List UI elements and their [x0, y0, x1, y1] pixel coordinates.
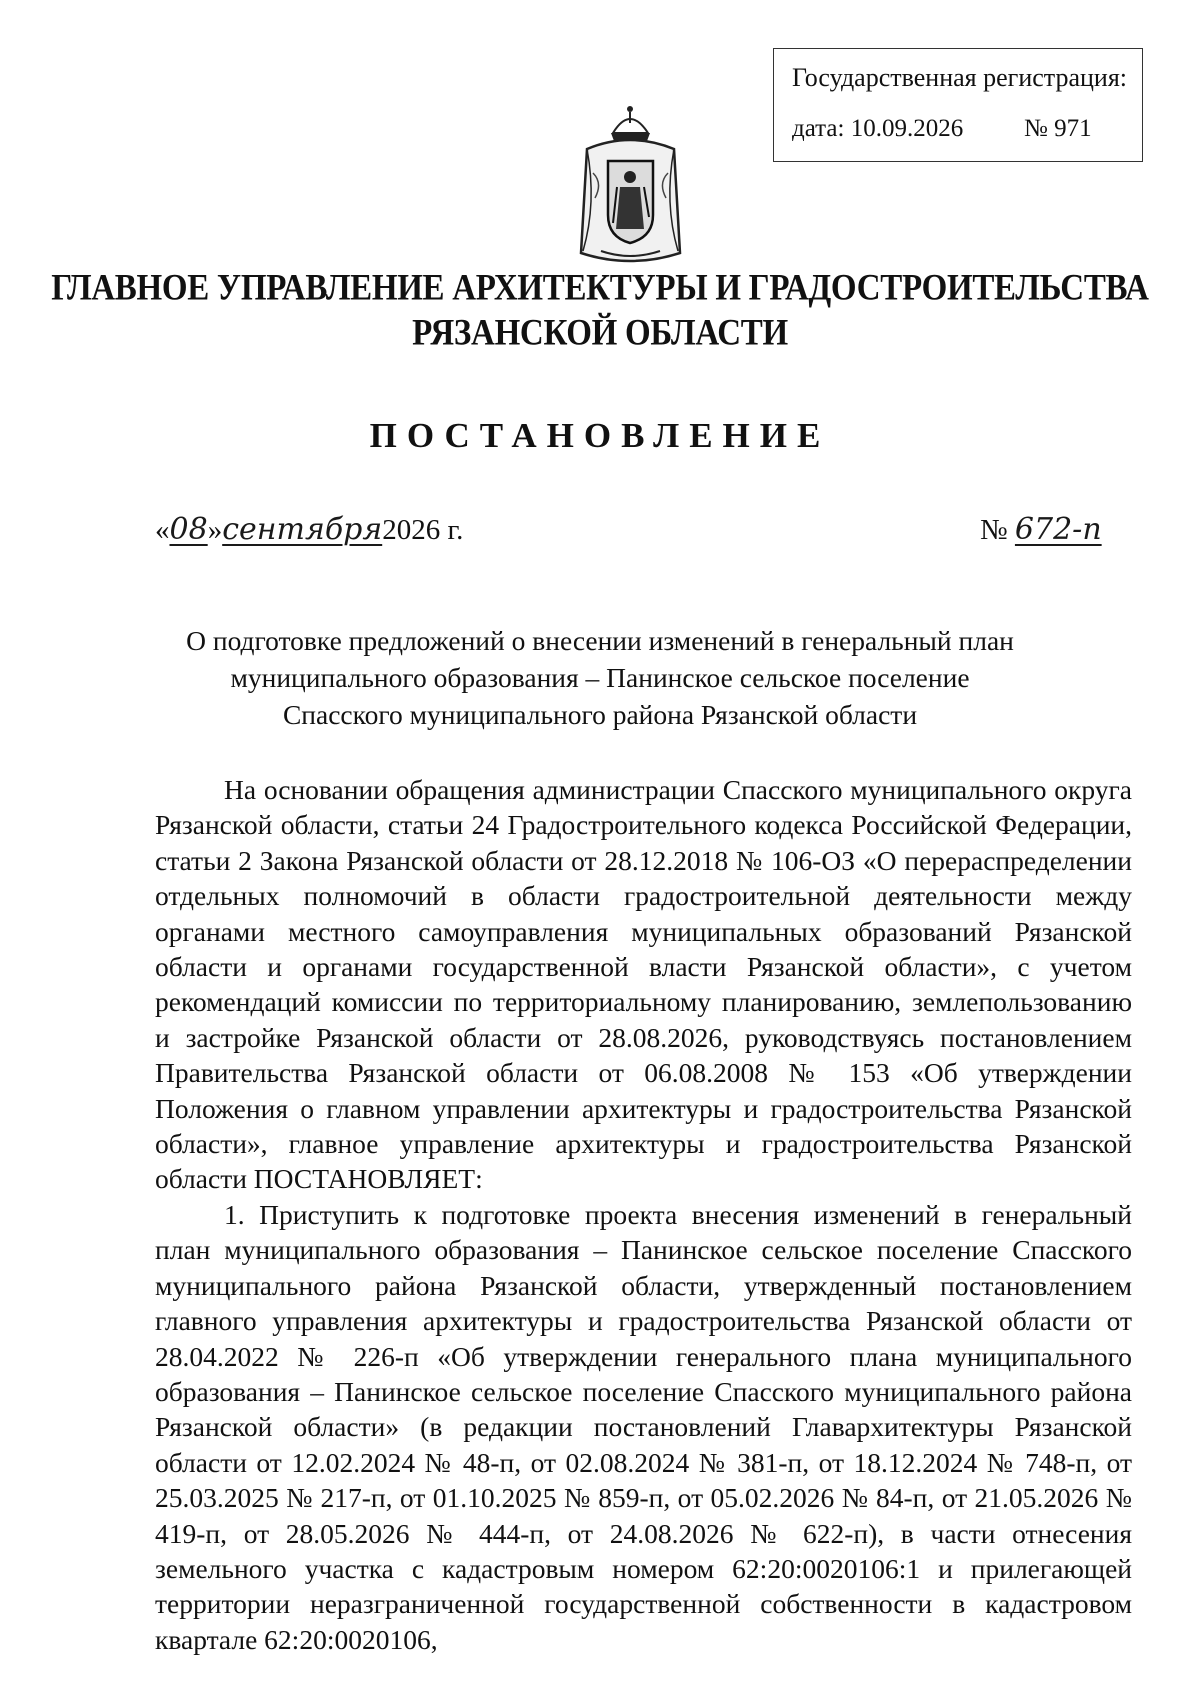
registration-date: дата: 10.09.2026 — [792, 115, 964, 142]
registration-number: № 971 — [1024, 115, 1092, 142]
document-body — [155, 772, 1132, 1657]
number-value: 672-п — [1014, 512, 1102, 547]
date-close-quote: » — [207, 514, 223, 546]
body-paragraph-item-1: 1. Приступить к подготовке проекта внесения изменений в генеральный план муниципального образования – Панинское сельское поселение Спасского муниципального района Рязанской области, утвержденный постановлением главного управления архитектуры и градостроительства Рязанской области от 28.04.2022 № 226-п «Об утверждении генерального плана муниципального образования – Панинское сельское поселение Спасского муниципального района Рязанской области» (в редакции постановлений Главархитектуры Рязанской области от 12.02.2024 № 48-п, от 02.08.2024 № 381-п, от 18.12.2024 № 748-п, от 25.03.2025 № 217-п, от 01.10.2025 № 859-п, от 05.02.2026 № 84-п, от 21.05.2026 № 419-п, от 28.05.2026 № 444-п, от 24.08.2026 № 622-п), в части отнесения земельного участка с кадастровым номером 62:20:0020106:1 и прилегающей территории неразграниченной государственной собственности в кадастровом квартале 62:20:0020106, — [155, 1198, 1132, 1655]
document-date — [155, 512, 463, 547]
subject-line2: муниципального образования – Панинское сельское поселение — [230, 662, 970, 693]
registration-title: Государственная регистрация: — [792, 63, 1128, 92]
date-open-quote: « — [155, 514, 170, 546]
document-number — [980, 512, 1102, 547]
agency-name — [0, 266, 1200, 356]
date-year: 2026 г. — [382, 514, 464, 546]
number-prefix: № — [980, 514, 1008, 546]
agency-name-line2: РЯЗАНСКОЙ ОБЛАСТИ — [412, 313, 788, 354]
subject-line3: Спасского муниципального района Рязанской области — [282, 699, 918, 730]
coat-of-arms-icon — [573, 103, 688, 271]
registration-stamp — [773, 48, 1143, 162]
body-paragraph-preamble: На основании обращения администрации Спасского муниципального округа Рязанской области, статьи 24 Градостроительного кодекса Российской Федерации, статьи 2 Закона Рязанской области от 28.12.2018 № 106-ОЗ «О перераспределении отдельных полномочий в области градостроительной деятельности между органами местного самоуправления муниципальных образований Рязанской области и органами государственной власти Рязанской области», с учетом рекомендаций комиссии по территориальному планированию, землепользованию и застройке Рязанской области от 28.08.2026, руководствуясь постановлением Правительства Рязанской области от 06.08.2008 № 153 «Об утверждении Положения о главном управлении архитектуры и градостроительства Рязанской области», главное управление архитектуры и градостроительства Рязанской области ПОСТАНОВЛЯЕТ: — [155, 774, 1132, 1195]
date-month: сентября — [222, 512, 383, 547]
document-type: ПОСТАНОВЛЕНИЕ — [369, 416, 831, 455]
date-day: 08 — [169, 512, 208, 547]
document-subject — [0, 622, 1200, 733]
subject-line1: О подготовке предложений о внесении изменений в генеральный план — [186, 625, 1014, 656]
agency-name-line1: ГЛАВНОЕ УПРАВЛЕНИЕ АРХИТЕКТУРЫ И ГРАДОСТРОИТЕЛЬСТВА — [51, 268, 1149, 309]
